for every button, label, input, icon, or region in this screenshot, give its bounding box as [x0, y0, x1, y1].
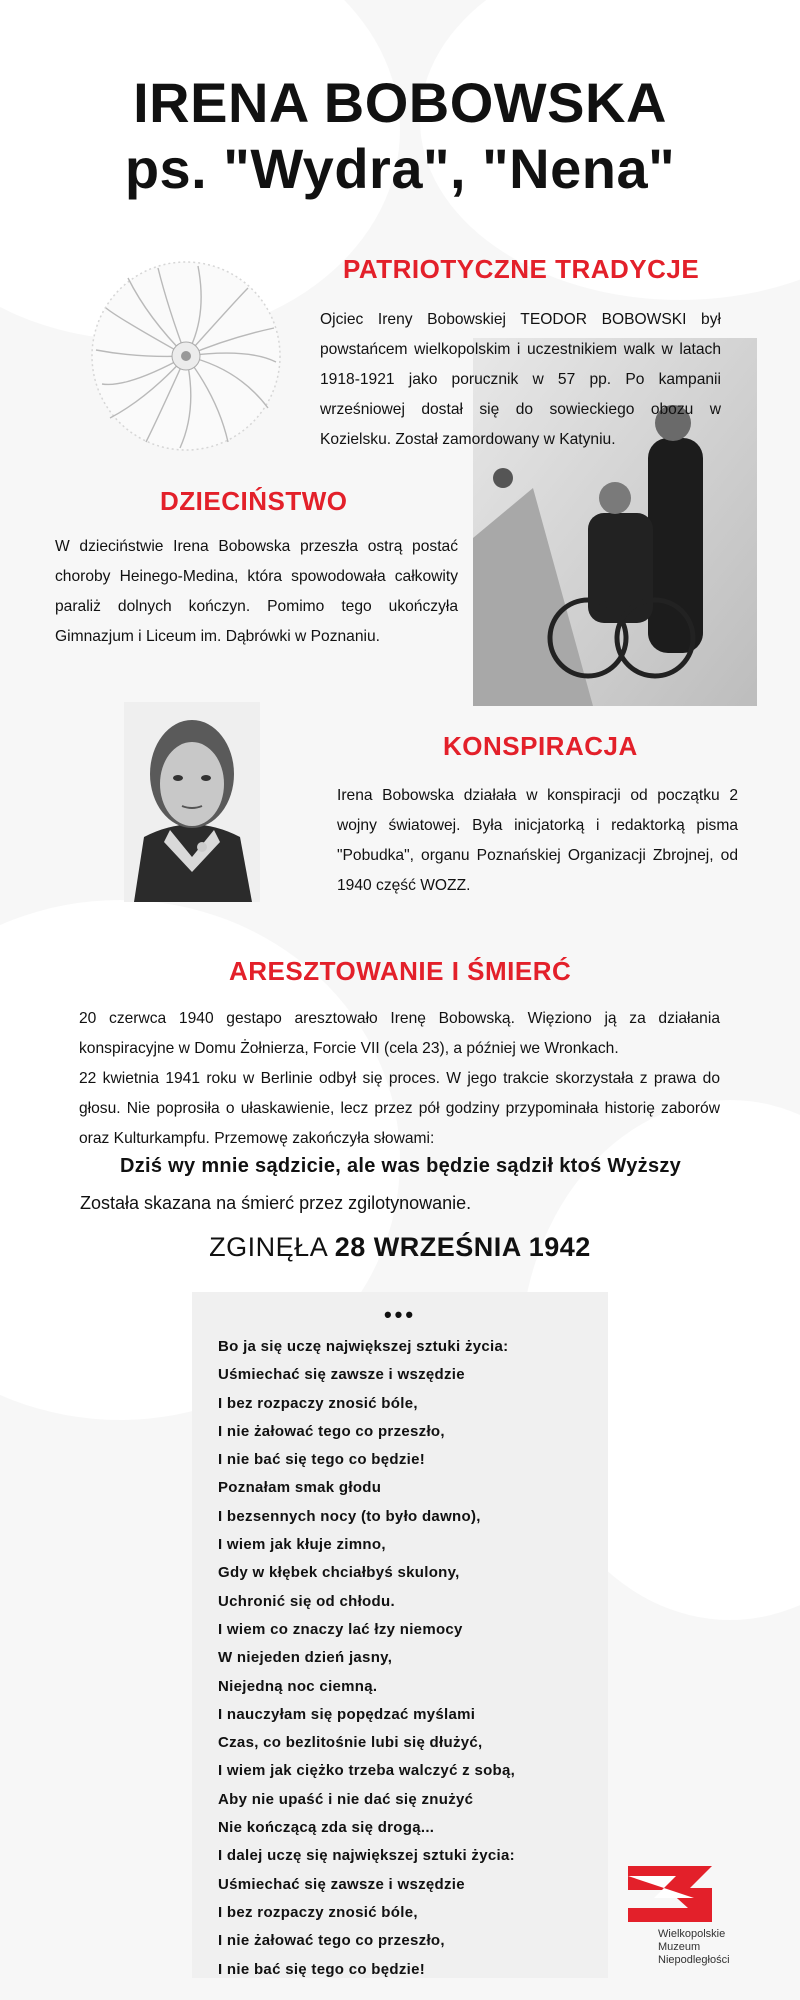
- poem-line: I bezsennych nocy (to było dawno),: [218, 1507, 481, 1525]
- poem-line: Poznałam smak głodu: [218, 1479, 382, 1497]
- poem-line: I nie żałować tego co przeszło,: [218, 1422, 445, 1440]
- poem-line: I dalej uczę się największej sztuki życia:: [218, 1847, 515, 1865]
- logo-line-1: Wielkopolskie: [658, 1928, 726, 1940]
- title-line-name: IRENA BOBOWSKA: [133, 71, 667, 134]
- poem-line: I wiem jak ciężko trzeba walczyć z sobą,: [218, 1762, 516, 1780]
- poem-line: I nie bać się tego co będzie!: [218, 1451, 426, 1469]
- poem-line: Aby nie upaść i nie dać się znużyć: [218, 1790, 474, 1808]
- portrait-photo: [124, 702, 260, 902]
- title-line-pseudonyms: ps. "Wydra", "Nena": [124, 137, 676, 201]
- poem-line: Niejedną noc ciemną.: [218, 1677, 378, 1695]
- text-conspiracy: Irena Bobowska działała w konspiracji od początku 2 wojny światowej. Była inicjatorką i redaktorką pisma "Pobudka", organu Poznańskiej Organizacji Zbrojnej, od 1940 część WOZZ.: [337, 787, 738, 894]
- poem-line: I bez rozpaczy znosić bóle,: [218, 1394, 418, 1412]
- death-date-line: [0, 1232, 800, 1263]
- text-arrest-paragraph-2: 22 kwietnia 1941 roku w Berlinie odbył się proces. W jego trakcie skorzystała z prawa do głosu. Nie poprosiła o ułaskawienie, lecz przez pół godziny przypominała historię zaborów oraz Kulturkampfu. Przemowę zakończyła słowami:: [79, 1070, 720, 1147]
- poem-line: I nie bać się tego co będzie!: [218, 1960, 426, 1978]
- logo-line-2: Muzeum: [658, 1941, 701, 1953]
- logo-line-3: Niepodległości: [658, 1954, 730, 1966]
- poem-line: W niejeden dzień jasny,: [218, 1649, 393, 1667]
- poem-line: I wiem jak kłuje zimno,: [218, 1536, 386, 1554]
- death-date: 28 WRZEŚNIA 1942: [334, 1232, 591, 1262]
- poem-line: Bo ja się uczę największej sztuki życia:: [218, 1338, 509, 1355]
- poem: [218, 1333, 608, 1984]
- heading-arrest: ARESZTOWANIE I ŚMIERĆ: [229, 956, 572, 986]
- death-prefix: ZGINĘŁA: [209, 1232, 335, 1262]
- poem-line: Czas, co bezlitośnie lubi się dłużyć,: [218, 1734, 483, 1752]
- text-patriotic: Ojciec Ireny Bobowskiej TEODOR BOBOWSKI był powstańcem wielkopolskim i uczestnikiem walk w latach 1918-1921 jako porucznik w 57 pp. Po kampanii wrześniowej dostał się do sowieckiego obozu w Kozielsku. Został zamordowany w Katyniu.: [320, 311, 721, 448]
- poem-line: Uśmiechać się zawsze i wszędzie: [218, 1875, 465, 1893]
- poem-line: Uśmiechać się zawsze i wszędzie: [218, 1366, 465, 1384]
- heading-conspiracy: KONSPIRACJA: [443, 731, 638, 761]
- final-words-quote: Dziś wy mnie sądzicie, ale was będzie sądził ktoś Wyższy: [120, 1155, 682, 1177]
- poem-line: I bez rozpaczy znosić bóle,: [218, 1903, 418, 1921]
- museum-logo: [628, 1866, 718, 1922]
- poem-line: I nie żałować tego co przeszło,: [218, 1932, 445, 1950]
- poem-dots-divider: •••: [383, 1302, 417, 1327]
- text-arrest-paragraph-1: 20 czerwca 1940 gestapo aresztowało Irenę Bobowską. Więziono ją za działania konspiracyjne w Domu Żołnierza, Forcie VII (cela 23), a później we Wronkach.: [79, 1010, 720, 1057]
- museum-logo-caption: [658, 1928, 730, 1967]
- poem-line: I nauczyłam się popędzać myślami: [218, 1705, 476, 1723]
- poem-line: Nie kończącą zda się drogą...: [218, 1819, 435, 1837]
- text-arrest: [79, 1004, 720, 1154]
- poem-line: Gdy w kłębek chciałbyś skulony,: [218, 1564, 460, 1582]
- sentence-text: Została skazana na śmierć przez zgilotynowanie.: [80, 1193, 472, 1213]
- poem-line: Uchronić się od chłodu.: [218, 1592, 395, 1610]
- heading-childhood: DZIECIŃSTWO: [160, 486, 348, 516]
- heading-patriotic: PATRIOTYCZNE TRADYCJE: [343, 254, 700, 284]
- page-title: [0, 70, 800, 202]
- text-childhood: W dzieciństwie Irena Bobowska przeszła ostrą postać choroby Heinego-Medina, która spowodowała całkowity paraliż dolnych kończyn. Pomimo tego ukończyła Gimnazjum i Liceum im. Dąbrówki w Poznaniu.: [55, 538, 458, 645]
- ornament-image: [88, 258, 284, 454]
- poem-line: I wiem co znaczy lać łzy niemocy: [218, 1620, 463, 1638]
